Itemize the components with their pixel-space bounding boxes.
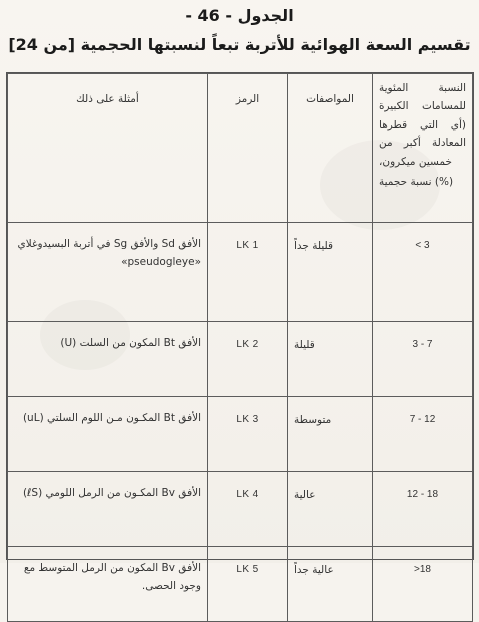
cell-percent: >18 [373,547,473,622]
table-row [8,397,473,472]
header-percent-text: النسبة المئوية للمسامات الكبيرة (أي التي قطرها المعادلة أكبر من خمسين ميكرون، [379,82,466,168]
table-row [8,472,473,547]
cell-description: عالية جداً [288,547,373,622]
table-row [8,223,473,322]
cell-description: عالية [288,472,373,547]
cell-description: قليلة جداً [288,223,373,322]
cell-symbol: LK 5 [208,547,288,622]
cell-examples: الأفق Bv المكون من الرمل المتوسط مع وجود الحصى. [8,547,208,622]
header-percent [373,74,473,223]
table-row [8,322,473,397]
table-header-row [8,74,473,223]
table-title: تقسيم السعة الهوائية للأتربة تبعاً لنسبتها الحجمية [من 24] [8,35,471,54]
cell-description: قليلة [288,322,373,397]
data-table-container [6,72,474,593]
table-number: الجدول - 46 - [185,6,294,25]
cell-examples: الأفق Sd والأفق Sg في أتربة البسيدوغلاي «pseudogleye» [8,223,208,322]
cell-symbol: LK 1 [208,223,288,322]
table-row [8,547,473,622]
cell-percent: < 3 [373,223,473,322]
header-description: المواصفات [288,74,373,223]
header-percent-unit: (%) نسبة حجمية [379,175,454,188]
cell-description: متوسطة [288,397,373,472]
cell-examples: الأفق Bv المكـون من الرمل اللومي (ℓS) [8,472,208,547]
cell-percent: 12 - 18 [373,472,473,547]
header-symbol: الرمز [208,74,288,223]
cell-percent: 3 - 7 [373,322,473,397]
header-examples: أمثلة على ذلك [8,74,208,223]
cell-examples: الأفق Bt المكون من السلت (U) [8,322,208,397]
cell-symbol: LK 4 [208,472,288,547]
cell-symbol: LK 2 [208,322,288,397]
cell-percent: 7 - 12 [373,397,473,472]
cell-examples: الأفق Bt المكـون مـن اللوم السلتي (uL) [8,397,208,472]
cell-symbol: LK 3 [208,397,288,472]
soil-air-capacity-table [7,73,473,622]
